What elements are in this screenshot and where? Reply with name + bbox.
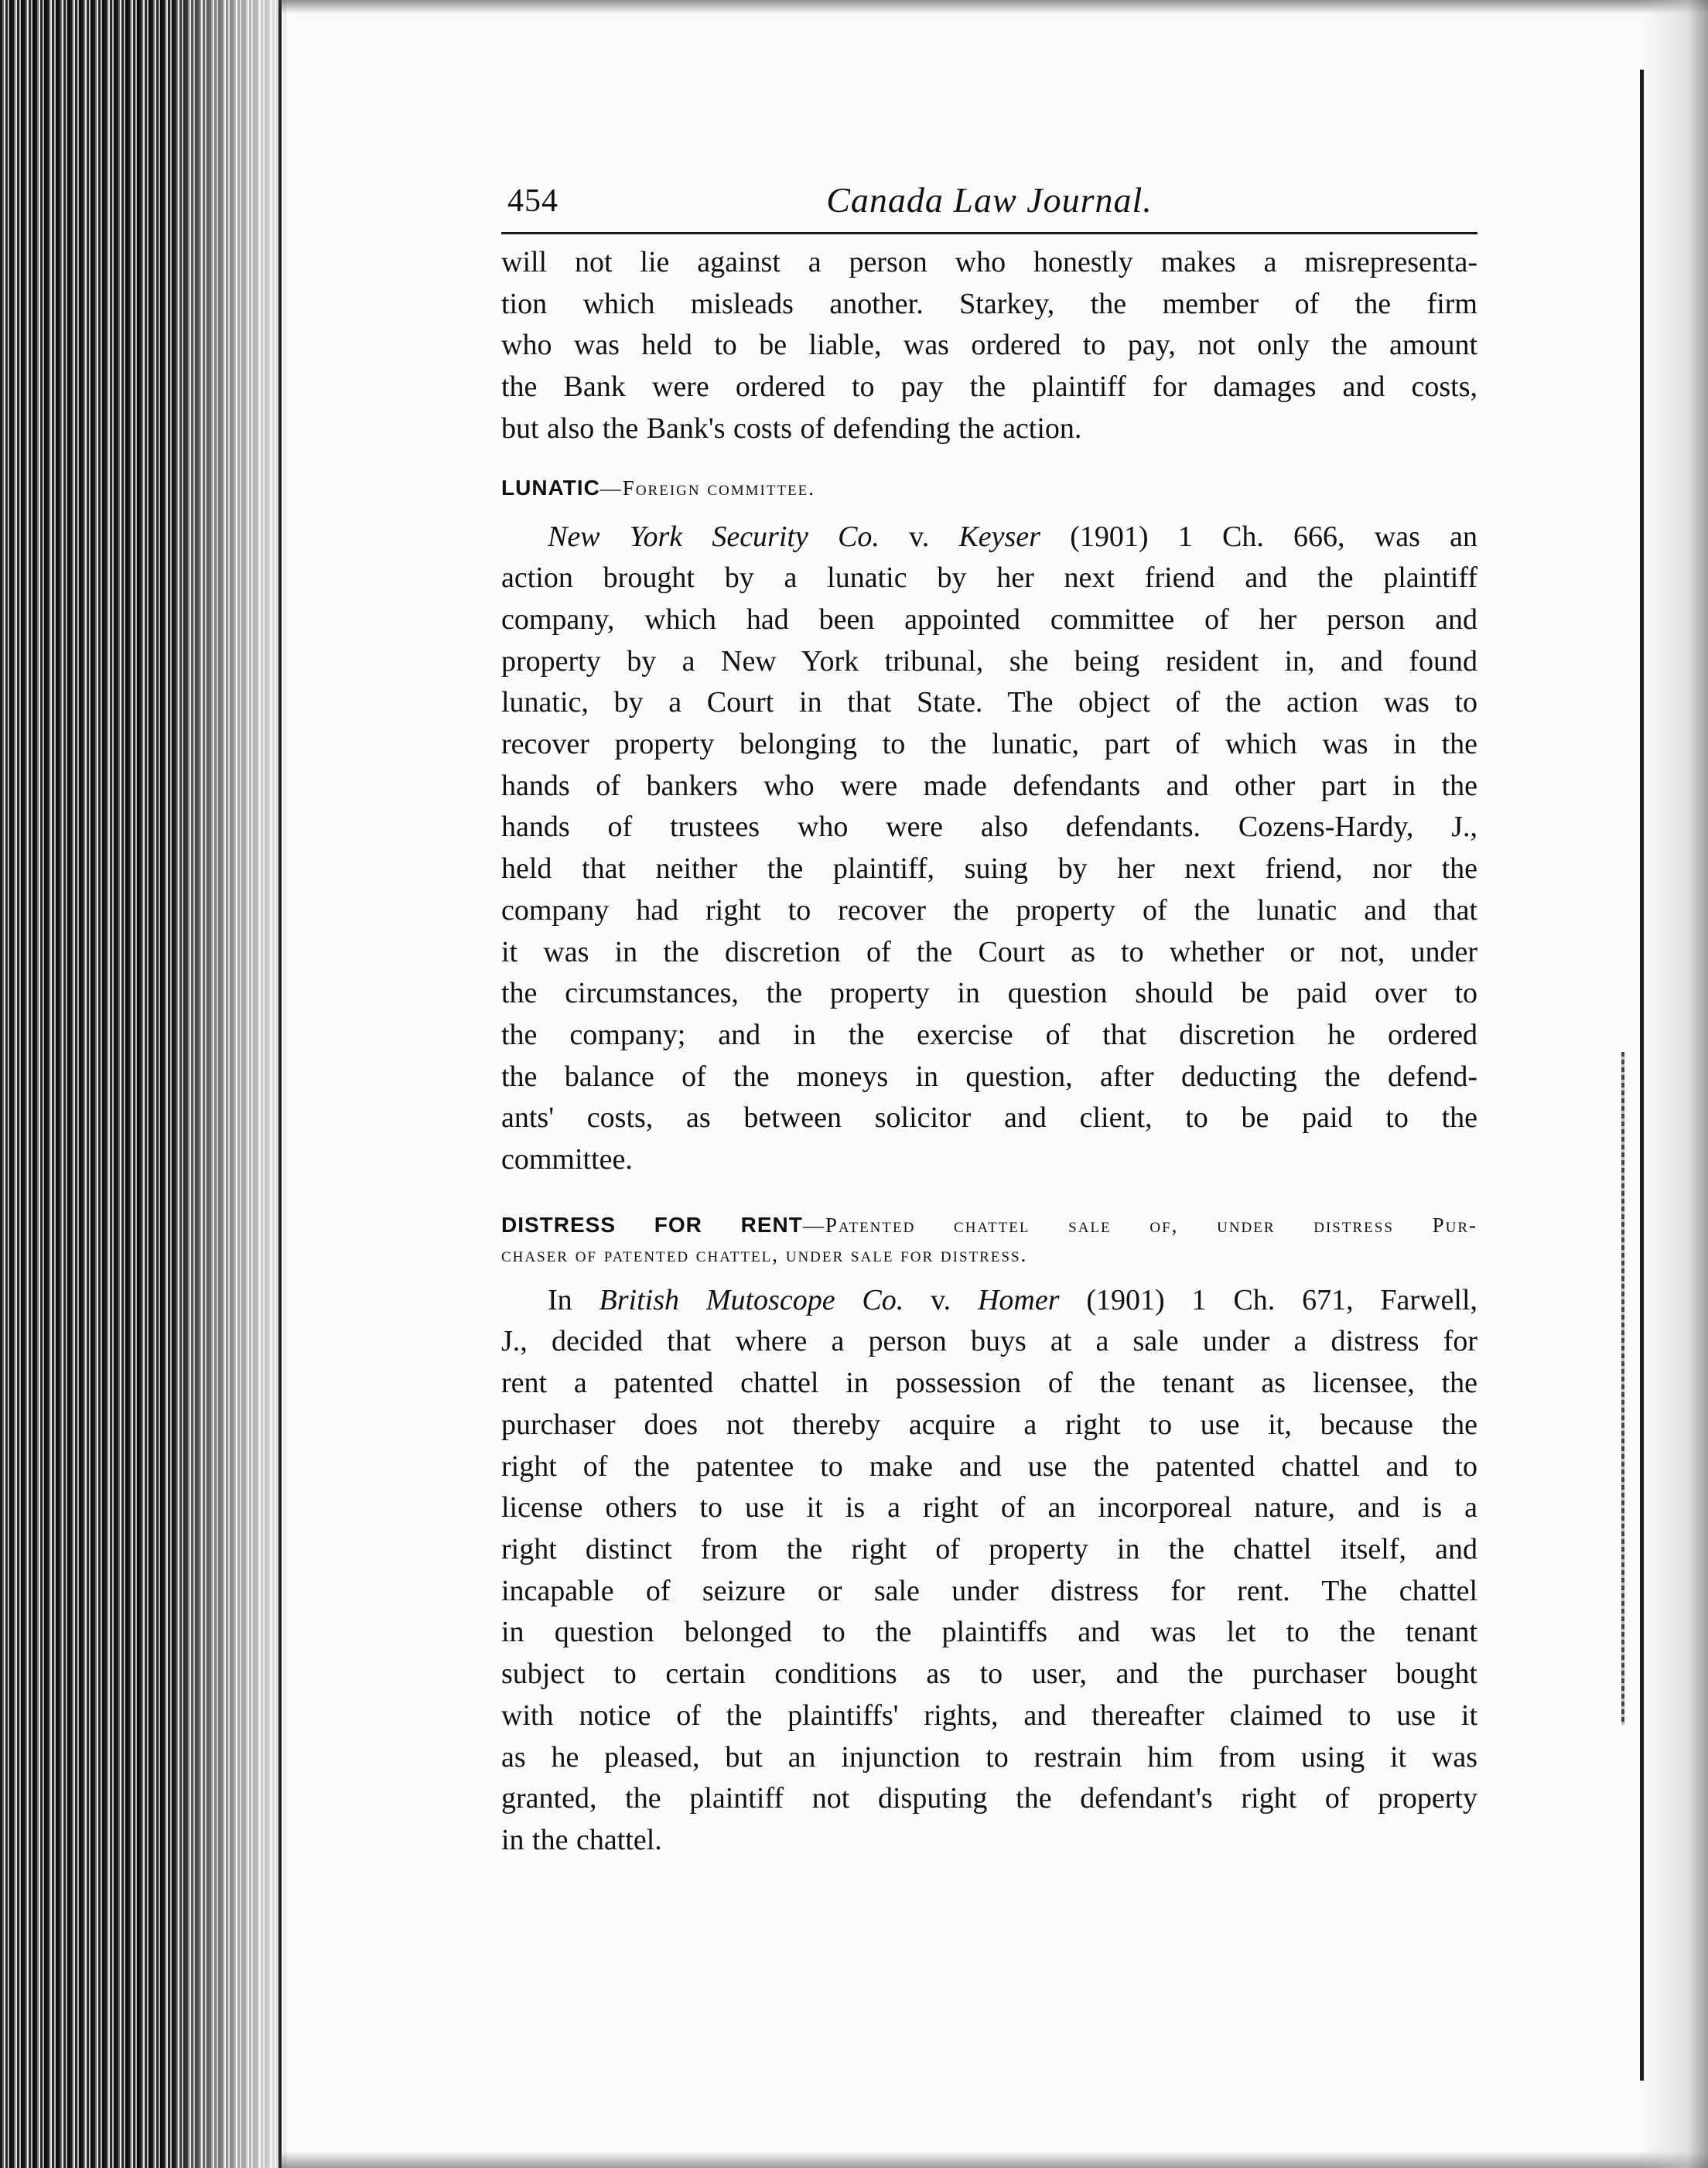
- text-line: company had right to recover the property of the lunatic and that: [501, 893, 1477, 927]
- section-heading-distress: [501, 1210, 1477, 1269]
- page-edge-line: [278, 0, 282, 2168]
- heading-subject: —Foreign committee.: [600, 476, 816, 500]
- case-party: Keyser: [958, 520, 1040, 553]
- text-line: granted, the plaintiff not disputing the defendant's right of property: [501, 1782, 1477, 1815]
- text-line: recover property belonging to the lunatic, part of which was in the: [501, 728, 1477, 761]
- text-line: tion which misleads another. Starkey, the member of the firm: [501, 287, 1477, 320]
- text-line: the company; and in the exercise of that discretion he ordered: [501, 1018, 1477, 1051]
- text-line: the balance of the moneys in question, after deducting the defend-: [501, 1060, 1477, 1093]
- gutter-fade: [170, 0, 286, 2168]
- text-line: will not lie against a person who honestly makes a misrepresenta-: [501, 246, 1477, 278]
- text-line: hands of trustees who were also defendants. Cozens-Hardy, J.,: [501, 811, 1477, 844]
- case-name: British Mutoscope Co.: [599, 1283, 904, 1316]
- text-line: the Bank were ordered to pay the plaintiff for damages and costs,: [501, 370, 1477, 404]
- text-line: lunatic, by a Court in that State. The object of the action was to: [501, 686, 1477, 719]
- text-line: it was in the discretion of the Court as to whether or not, under: [501, 935, 1477, 968]
- text-line: property by a New York tribunal, she being resident in, and found: [501, 644, 1477, 678]
- text-line: J., decided that where a person buys at a sale under a distress for: [501, 1325, 1477, 1358]
- line-start: In: [548, 1283, 600, 1316]
- text-line: incapable of seizure or sale under distress for rent. The chattel: [501, 1574, 1477, 1607]
- case-v: v.: [879, 520, 959, 553]
- journal-title: Canada Law Journal.: [826, 180, 1153, 220]
- text-line: the circumstances, the property in question should be paid over to: [501, 977, 1477, 1010]
- text-line: [501, 517, 1477, 558]
- heading-caps: LUNATIC: [501, 475, 600, 500]
- continuation-paragraph: [501, 242, 1477, 450]
- text-line: rent a patented chattel in possession of the tenant as licensee, the: [501, 1367, 1477, 1400]
- heading-subject-continued: chaser of patented chattel, under sale for distress.: [501, 1242, 1028, 1266]
- text-line: in the chattel.: [501, 1823, 662, 1856]
- text-line: right distinct from the right of property in the chattel itself, and: [501, 1532, 1477, 1565]
- text-line: but also the Bank's costs of defending the action.: [501, 411, 1082, 445]
- running-head: [501, 176, 1477, 234]
- text-line: right of the patentee to make and use the patented chattel and to: [501, 1449, 1477, 1483]
- citation: (1901) 1 Ch. 671, Farwell,: [1059, 1283, 1477, 1316]
- right-edge-mark: [1621, 1052, 1624, 1725]
- text-line: with notice of the plaintiffs' rights, and thereafter claimed to use it: [501, 1699, 1477, 1732]
- right-page-edge: [1638, 0, 1708, 2168]
- text-line: license others to use it is a right of an incorporeal nature, and is a: [501, 1491, 1477, 1524]
- distress-paragraph: [501, 1280, 1477, 1862]
- case-v: v.: [904, 1283, 978, 1316]
- text-line: who was held to be liable, was ordered to pay, not only the amount: [501, 329, 1477, 362]
- text-line: company, which had been appointed committee of her person and: [501, 603, 1477, 636]
- right-edge-rule: [1640, 70, 1644, 2081]
- text-line: [501, 1280, 1477, 1322]
- bottom-shadow: [278, 2151, 1708, 2168]
- section-heading-lunatic: [501, 473, 1477, 503]
- page-number: 454: [507, 183, 559, 219]
- text-line: action brought by a lunatic by her next friend and the plaintiff: [501, 562, 1477, 595]
- text-line: hands of bankers who were made defendants and other part in the: [501, 769, 1477, 802]
- text-line: committee.: [501, 1143, 633, 1176]
- text-line: ants' costs, as between solicitor and client, to be paid to the: [501, 1101, 1477, 1135]
- text-line: subject to certain conditions as to user, and the purchaser bought: [501, 1658, 1477, 1691]
- text-block: [501, 176, 1477, 1862]
- heading-caps: DISTRESS FOR RENT: [501, 1212, 803, 1237]
- text-line: purchaser does not thereby acquire a right to use it, because the: [501, 1408, 1477, 1441]
- citation: (1901) 1 Ch. 666, was an: [1040, 520, 1477, 553]
- text-line: held that neither the plaintiff, suing by her next friend, nor the: [501, 852, 1477, 886]
- lunatic-paragraph: [501, 517, 1477, 1181]
- case-name: New York Security Co.: [548, 520, 880, 553]
- text-line: in question belonged to the plaintiffs and was let to the tenant: [501, 1616, 1477, 1649]
- top-shadow: [278, 0, 1708, 14]
- text-line: as he pleased, but an injunction to restrain him from using it was: [501, 1740, 1477, 1774]
- heading-subject: —Patented chattel sale of, under distress Pur-: [802, 1213, 1477, 1237]
- case-party: Homer: [977, 1283, 1060, 1316]
